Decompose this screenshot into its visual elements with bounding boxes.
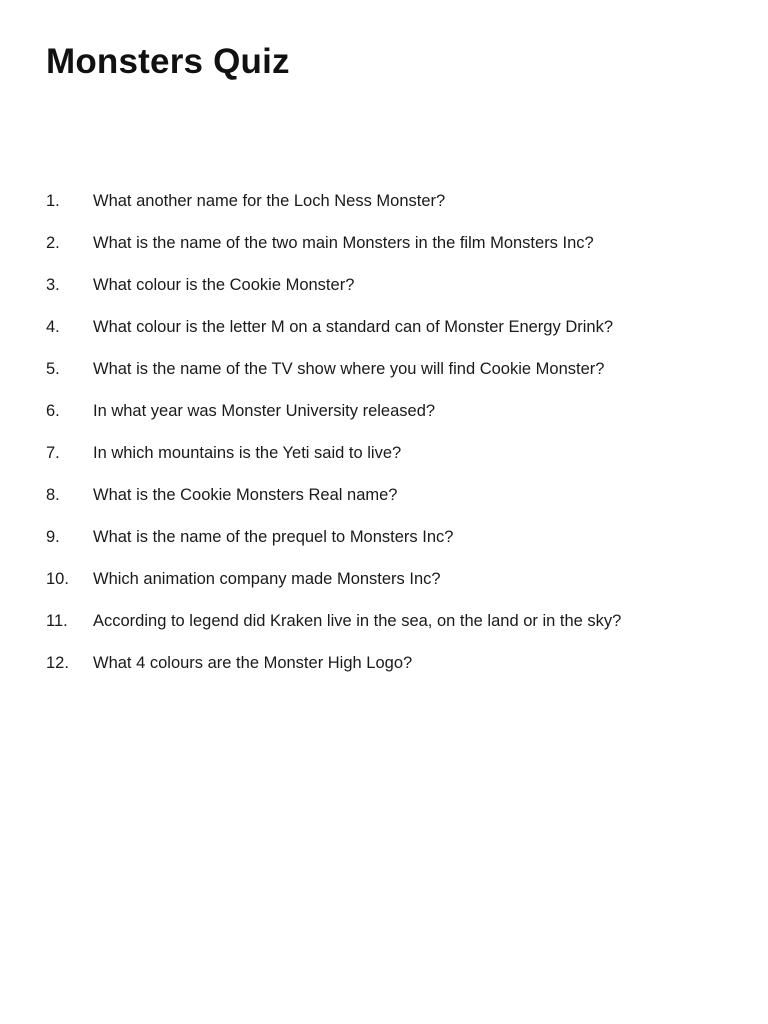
quiz-question	[46, 485, 738, 505]
question-number: 6.	[46, 402, 60, 420]
question-text: Which animation company made Monsters Inc?	[93, 570, 441, 588]
question-number: 3.	[46, 276, 60, 294]
question-number: 10.	[46, 570, 69, 588]
question-number: 9.	[46, 528, 60, 546]
question-list	[46, 191, 738, 695]
question-number: 8.	[46, 486, 60, 504]
question-text: What 4 colours are the Monster High Logo?	[93, 654, 413, 672]
quiz-question	[46, 443, 738, 463]
quiz-question	[46, 569, 738, 589]
question-text: What is the name of the prequel to Monsters Inc?	[93, 528, 454, 546]
quiz-question	[46, 233, 738, 253]
question-number: 7.	[46, 444, 60, 462]
question-text: What is the name of the two main Monsters in the film Monsters Inc?	[93, 234, 594, 252]
quiz-question	[46, 611, 738, 631]
question-text: What is the Cookie Monsters Real name?	[93, 486, 398, 504]
question-number: 12.	[46, 654, 69, 672]
quiz-question	[46, 275, 738, 295]
question-number: 11.	[46, 612, 68, 630]
quiz-question	[46, 191, 738, 211]
question-number: 1.	[46, 192, 60, 210]
question-text: In which mountains is the Yeti said to live?	[93, 444, 402, 462]
question-number: 2.	[46, 234, 60, 252]
question-number: 5.	[46, 360, 60, 378]
page-title: Monsters Quiz	[46, 42, 290, 81]
question-text: According to legend did Kraken live in the sea, on the land or in the sky?	[93, 612, 622, 630]
question-text: What another name for the Loch Ness Monster?	[93, 192, 446, 210]
quiz-question	[46, 401, 738, 421]
question-text: In what year was Monster University released?	[93, 402, 436, 420]
question-text: What colour is the Cookie Monster?	[93, 276, 355, 294]
quiz-question	[46, 653, 738, 673]
quiz-question	[46, 359, 738, 379]
question-text: What colour is the letter M on a standard can of Monster Energy Drink?	[93, 318, 613, 336]
quiz-question	[46, 317, 738, 337]
quiz-question	[46, 527, 738, 547]
question-number: 4.	[46, 318, 60, 336]
question-text: What is the name of the TV show where you will find Cookie Monster?	[93, 360, 605, 378]
